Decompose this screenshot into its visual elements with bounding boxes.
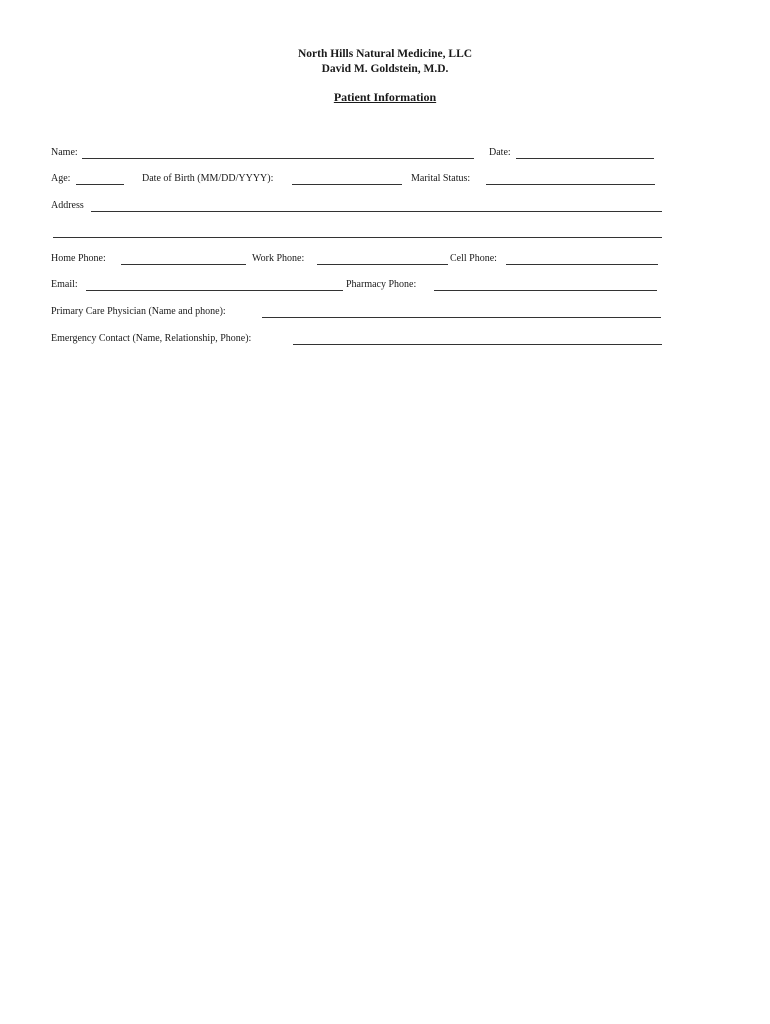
marital-status-label: Marital Status: — [411, 173, 471, 184]
age-dob-marital-row — [51, 173, 663, 187]
work-phone-field[interactable] — [317, 264, 448, 265]
dob-field[interactable] — [292, 184, 402, 185]
address-field-line-2[interactable] — [53, 237, 662, 238]
address-field-line-1[interactable] — [91, 211, 662, 212]
name-date-row — [51, 147, 663, 161]
doctor-name: David M. Goldstein, M.D. — [321, 63, 449, 75]
address-row-2 — [51, 226, 663, 240]
phones-row — [51, 253, 663, 267]
name-label: Name: — [51, 147, 78, 158]
pharmacy-phone-label: Pharmacy Phone: — [346, 279, 417, 290]
home-phone-label: Home Phone: — [51, 253, 106, 264]
marital-status-field[interactable] — [486, 184, 655, 185]
pcp-row — [51, 306, 663, 320]
age-label: Age: — [51, 173, 71, 184]
age-field[interactable] — [76, 184, 124, 185]
form-title: Patient Information — [333, 90, 437, 104]
practice-name: North Hills Natural Medicine, LLC — [297, 48, 473, 60]
address-label: Address — [51, 200, 84, 211]
primary-care-physician-label: Primary Care Physician (Name and phone): — [51, 306, 226, 317]
dob-label: Date of Birth (MM/DD/YYYY): — [142, 173, 274, 184]
email-field[interactable] — [86, 290, 343, 291]
cell-phone-field[interactable] — [506, 264, 658, 265]
emergency-contact-field[interactable] — [293, 344, 662, 345]
email-pharmacy-row — [51, 279, 663, 293]
emergency-row — [51, 333, 663, 347]
date-field[interactable] — [516, 158, 654, 159]
cell-phone-label: Cell Phone: — [450, 253, 497, 264]
date-label: Date: — [489, 147, 511, 158]
home-phone-field[interactable] — [121, 264, 246, 265]
work-phone-label: Work Phone: — [252, 253, 305, 264]
emergency-contact-label: Emergency Contact (Name, Relationship, Phone): — [51, 333, 252, 344]
name-field[interactable] — [82, 158, 474, 159]
email-label: Email: — [51, 279, 78, 290]
primary-care-physician-field[interactable] — [262, 317, 661, 318]
pharmacy-phone-field[interactable] — [434, 290, 657, 291]
address-row — [51, 200, 663, 214]
